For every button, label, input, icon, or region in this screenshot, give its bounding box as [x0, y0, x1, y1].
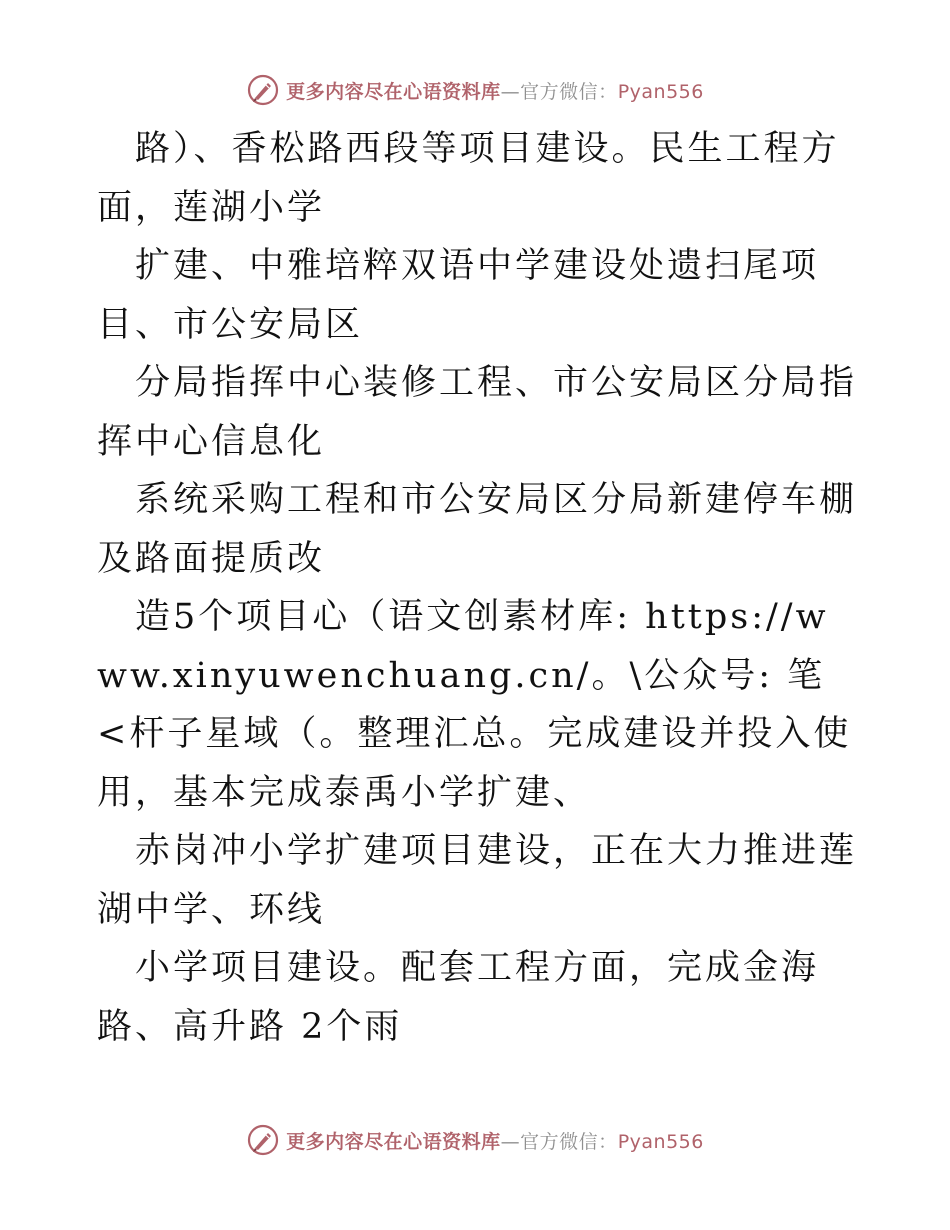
paragraph: 路）、香松路西段等项目建设。民生工程方面，莲湖小学 [97, 129, 840, 228]
paragraph: 系统采购工程和市公安局区分局新建停车棚及路面提质改 [97, 480, 858, 579]
footer-dash: — [500, 1130, 521, 1153]
paragraph: 造5个项目心（语文创素材库: https://www.xinyuwenchuang.cn/。\公众号: 笔<杆子星域（。整理汇总。完成建设并投入使用，基本完成泰禹小学扩建、 [97, 597, 852, 813]
header-watermark [0, 70, 950, 110]
header-brand-name: 更多内容尽在心语资料库 [286, 80, 501, 103]
header-dash: — [500, 80, 521, 103]
footer-brand-name: 更多内容尽在心语资料库 [286, 1130, 501, 1153]
pen-logo-icon [246, 73, 280, 107]
pen-logo-icon [246, 1123, 280, 1157]
paragraph: 小学项目建设。配套工程方面，完成金海路、高升路 2个雨 [97, 948, 820, 1047]
paragraph: 赤岗冲小学扩建项目建设，正在大力推进莲湖中学、环线 [97, 831, 858, 930]
paragraph: 分局指挥中心装修工程、市公安局区分局指挥中心信息化 [97, 363, 858, 462]
header-wechat-id: Pyan556 [617, 80, 704, 103]
header-wechat-label: 官方微信： [520, 80, 618, 103]
document-body [97, 120, 857, 1056]
footer-wechat-id: Pyan556 [617, 1130, 704, 1153]
paragraph: 扩建、中雅培粹双语中学建设处遗扫尾项目、市公安局区 [97, 246, 820, 345]
footer-brand-text [286, 1127, 704, 1154]
footer-watermark [0, 1120, 950, 1160]
header-brand-text [286, 77, 704, 104]
footer-wechat-label: 官方微信： [520, 1130, 618, 1153]
